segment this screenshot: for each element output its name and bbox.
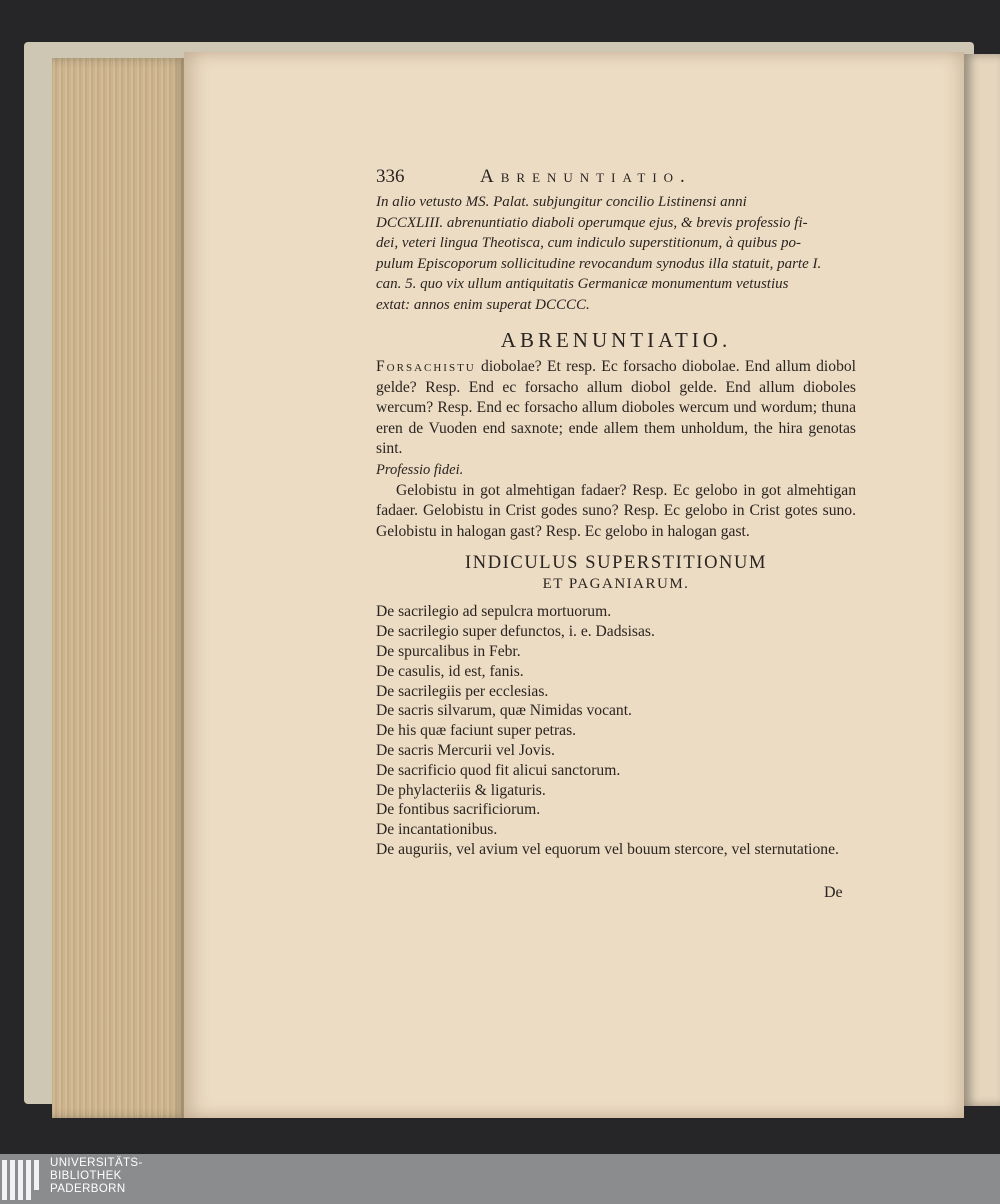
abrenuntiatio-paragraph [376, 357, 856, 460]
list-item: De phylacteriis & ligaturis. [376, 781, 546, 799]
list-item: De his quæ faciunt super petras. [376, 722, 577, 740]
abrenuntiatio-body: diobolae? Et resp. Ec forsacho diobolae. End allum diobol gelde? Resp. End ec forsacho allum diobol gelde. End allum dioboles wercum? Resp. End ec forsacho allum dioboles wercum und wordum; thuna eren de Vuoden end saxnote; ende allem them unholdum, the hira genotas sint. [376, 358, 856, 458]
professio-label-line [376, 460, 856, 481]
facing-page-edge [964, 54, 1000, 1106]
running-title: Abrenuntiatio. [480, 166, 692, 187]
library-name [50, 1157, 143, 1196]
intro-line: can. 5. quo vix ullum antiquitatis Germanicæ monumentum vetustius [376, 276, 789, 292]
page-text-block [376, 166, 856, 860]
library-name-line: PADERBORN [50, 1183, 126, 1195]
list-item: De sacrilegio ad sepulcra mortuorum. [376, 603, 612, 621]
intro-line: extat: annos enim superat DCCCC. [376, 296, 590, 313]
intro-line: dei, veteri lingua Theotisca, cum indiculo superstitionum, à quibus po- [376, 235, 801, 251]
list-item: De fontibus sacrificiorum. [376, 801, 541, 819]
list-item: De incantationibus. [376, 821, 498, 839]
catchword: De [824, 884, 843, 901]
section-heading: ABRENUNTIATIO. [500, 328, 732, 352]
intro-line: pulum Episcoporum sollicitudine revocandum synodus illa statuit, parte I. [376, 255, 822, 272]
indiculus-title: INDICULUS SUPERSTITIONUM [464, 553, 768, 574]
list-item: De sacris Mercurii vel Jovis. [376, 741, 555, 759]
lead-word: Forsachistu [376, 358, 476, 375]
professio-paragraph: Gelobistu in got almehtigan fadaer? Resp. Ec gelobo in got almehtigan fadaer. Gelobistu in Crist godes suno? Resp. Ec gelobo in Crist gotes suno. Gelobistu in halogan gast? Resp. Ec gelobo in halogan gast. [376, 481, 856, 540]
list-item: De auguriis, vel avium vel equorum vel bouum stercore, vel sternutatione. [376, 840, 839, 858]
indiculus-subtitle: ET PAGANIARUM. [542, 576, 690, 593]
list-item: De spurcalibus in Febr. [376, 642, 521, 660]
list-item: De sacrilegio super defunctos, i. e. Dadsisas. [376, 623, 655, 641]
library-name-line: UNIVERSITÄTS- [50, 1157, 143, 1169]
list-item: De sacris silvarum, quæ Nimidas vocant. [376, 702, 632, 720]
page-number: 336 [376, 166, 405, 187]
intro-line: In alio vetusto MS. Palat. subjungitur concilio Listinensi anni [376, 194, 747, 210]
intro-line: DCCXLIII. abrenuntiatio diaboli operumque ejus, & brevis professio fi- [376, 214, 808, 231]
library-name-line: BIBLIOTHEK [50, 1170, 122, 1182]
library-logo-icon [0, 1160, 42, 1200]
abrenuntiatio-text [376, 357, 856, 542]
list-item: De sacrilegiis per ecclesias. [376, 682, 549, 700]
running-head [376, 166, 856, 190]
list-item: De sacrificio quod fit alicui sanctorum. [376, 761, 621, 779]
list-item: De casulis, id est, fanis. [376, 662, 524, 680]
page-edges [52, 58, 186, 1118]
professio-label: Professio fidei. [376, 461, 464, 478]
indiculus-list [376, 602, 856, 859]
library-footer [0, 1154, 1000, 1204]
intro-paragraph [376, 192, 856, 315]
